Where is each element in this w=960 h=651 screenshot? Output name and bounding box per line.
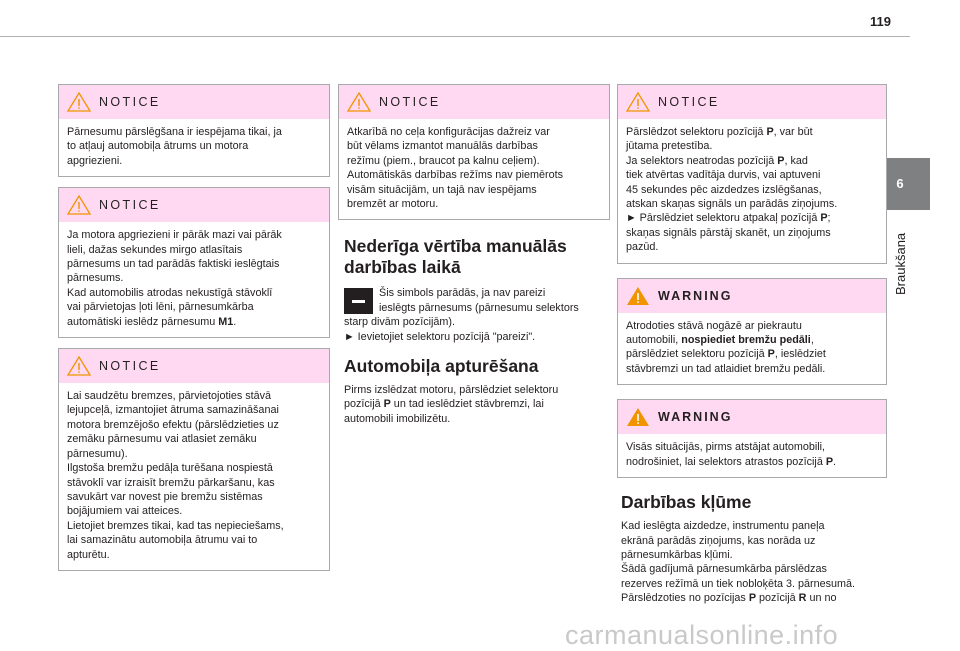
- text-line: Ja motora apgriezieni ir pārāk mazi vai pārāk: [67, 229, 282, 242]
- text-line: režīmu (piem., braucot pa kalnu ceļiem).: [347, 154, 540, 167]
- notice-box: [338, 84, 610, 220]
- notice-header: [59, 85, 329, 119]
- notice-title: NOTICE: [658, 95, 720, 109]
- text-line: būt vēlams izmantot manuālās darbības: [347, 140, 538, 153]
- notice-title: NOTICE: [99, 95, 161, 109]
- text-line: apgriezieni.: [67, 154, 123, 167]
- text-run: un tad ieslēdziet stāvbremzi, lai: [390, 398, 544, 411]
- text-run: , var būt: [773, 126, 813, 138]
- warning-title: WARNING: [658, 288, 733, 303]
- text-line: [626, 347, 878, 361]
- text-line: Atrodoties stāvā nogāzē ar piekrautu: [626, 319, 802, 332]
- text-line: Lietojiet bremzes tikai, kad tas nepieciešams,: [67, 519, 284, 532]
- text-line: [621, 591, 887, 605]
- gear-code: P: [748, 592, 757, 605]
- text-line: apturētu.: [67, 548, 110, 561]
- text-line: to atļauj automobiļa ātrums un motora: [67, 140, 249, 153]
- emphasis-text: nospiediet bremžu pedāli: [681, 334, 811, 347]
- text-line: ieslēgts pārnesums (pārnesumu selektors: [379, 301, 579, 314]
- notice-box: [58, 84, 330, 177]
- text-line: [626, 125, 878, 139]
- gear-code: R: [798, 592, 807, 605]
- notice-title: NOTICE: [99, 359, 161, 374]
- warning-box: [617, 278, 887, 386]
- caution-triangle-icon: [67, 356, 91, 376]
- section-heading: Automobiļa apturēšana: [344, 356, 539, 377]
- text-line: bremzēt ar motoru.: [347, 198, 439, 211]
- invalid-value-section: [338, 236, 610, 426]
- warning-box: [617, 399, 887, 478]
- text-run: Ja selektors neatrodas pozīcijā: [626, 154, 778, 167]
- text-run: Pārslēdzoties no pozīcijas: [621, 592, 749, 605]
- text-line: lieli, dažas sekundes mirgo atlasītais: [67, 243, 243, 256]
- text-line: [626, 333, 878, 347]
- text-line: rezerves režīmā un tiek nobloķēta 3. pārnesumā.: [621, 577, 856, 590]
- gear-code: P: [777, 154, 785, 167]
- gear-code: P: [383, 398, 391, 411]
- text-run: pozīcijā: [756, 592, 799, 605]
- warning-title: WARNING: [658, 410, 733, 425]
- section-heading: Darbības kļūme: [621, 492, 752, 513]
- text-line: motora bremzējošo efektu (pārslēdzieties uz: [67, 418, 279, 431]
- notice-body: [618, 119, 886, 263]
- header-rule: [0, 36, 910, 37]
- warning-header: [618, 279, 886, 313]
- text-run: , kad: [784, 154, 808, 167]
- chapter-tab[interactable]: 6: [870, 158, 930, 210]
- column-1: [58, 84, 330, 581]
- notice-header: [618, 85, 886, 119]
- text-line: stāvbremzi un tad atlaidiet bremžu pedāli.: [626, 362, 826, 375]
- text-line: Lai saudzētu bremzes, pārvietojoties stāvā: [67, 390, 272, 403]
- chapter-label-text: Braukšana: [893, 232, 908, 295]
- text-line: starp divām pozīcijām).: [344, 316, 456, 329]
- gear-code: P: [767, 348, 775, 361]
- gear-code: P: [825, 455, 834, 468]
- notice-title: NOTICE: [99, 198, 161, 213]
- text-line: savukārt var novest pie bremžu sistēmas: [67, 490, 263, 503]
- text-run: pozīcijā: [344, 398, 384, 411]
- notice-body: [339, 119, 609, 219]
- text-line: Šis simbols parādās, ja nav pareizi: [379, 287, 546, 300]
- text-line: pārnesums.: [67, 272, 124, 285]
- text-line: visām situācijām, un tajā nav iespējams: [347, 183, 537, 196]
- text-line: 45 sekundes pēc aizdedzes izslēgšanas,: [626, 183, 822, 196]
- column-2: [338, 84, 610, 426]
- text-run: .: [233, 315, 237, 328]
- notice-header: [59, 188, 329, 222]
- section-heading: darbības laikā: [344, 257, 461, 278]
- fault-section: [617, 492, 887, 605]
- text-run: pārslēdziet selektoru pozīcijā: [626, 348, 768, 361]
- text-line: lai samazinātu automobiļa ātrumu vai to: [67, 534, 258, 547]
- watermark: carmanualsonline.info: [565, 620, 839, 650]
- text-line: stāvoklī var izraisīt bremžu pārkaršanu, kas: [67, 476, 275, 489]
- notice-body: [59, 119, 329, 176]
- text-line: skaņas signāls pārstāj skanēt, un ziņojums: [626, 226, 831, 239]
- caution-triangle-icon: [67, 92, 91, 112]
- notice-header: [339, 85, 609, 119]
- column-3: [617, 84, 887, 606]
- text-line: vai pārvietojas ļoti lēni, pārnesumkārba: [67, 301, 254, 314]
- text-run: un no: [806, 592, 837, 605]
- text-run: ► Pārslēdziet selektoru atpakaļ pozīcijā: [626, 212, 821, 225]
- gear-code: P: [820, 212, 828, 225]
- warning-body: [618, 434, 886, 477]
- text-line: pazūd.: [626, 241, 659, 254]
- text-run: automātiski ieslēdz pārnesumu: [67, 315, 219, 328]
- text-line: Kad ieslēgta aizdedze, instrumentu paneļa: [621, 520, 825, 533]
- caution-triangle-icon: [626, 92, 650, 112]
- text-line: [626, 211, 878, 225]
- caution-triangle-icon: [347, 92, 371, 112]
- text-line: pārnesums un tad parādās faktiski ieslēgtais: [67, 258, 280, 271]
- warning-triangle-icon: [626, 286, 650, 306]
- warning-body: [618, 313, 886, 385]
- page-number: 119: [870, 14, 891, 29]
- text-line: pārnesumu).: [67, 447, 128, 460]
- warning-triangle-icon: [626, 407, 650, 427]
- notice-header: [59, 349, 329, 383]
- text-line: Šādā gadījumā pārnesumkārba pārslēdzas: [621, 563, 827, 576]
- text-run: ,: [810, 334, 814, 347]
- text-line: tiek atvērtas vadītāja durvis, vai aptuveni: [626, 169, 821, 182]
- text-line: pārnesumkārbas kļūmi.: [621, 548, 733, 561]
- notice-title: NOTICE: [379, 95, 441, 109]
- text-line: atskan skaņas signāls un parādās ziņojums.: [626, 198, 838, 211]
- text-line: [626, 455, 878, 469]
- notice-box: [58, 348, 330, 571]
- text-line: Ilgstoša bremžu pedāļa turēšana nospiestā: [67, 462, 273, 475]
- text-line: [67, 315, 321, 329]
- notice-body: [59, 222, 329, 337]
- text-run: .: [833, 455, 837, 468]
- invalid-value-text: [344, 286, 610, 344]
- text-run: automobili,: [626, 334, 682, 347]
- text-line: zemāku pārnesumu vai atlasiet zemāku: [67, 433, 257, 446]
- caution-triangle-icon: [67, 195, 91, 215]
- warning-header: [618, 400, 886, 434]
- text-run: ;: [827, 212, 831, 225]
- text-run: Pārslēdzot selektoru pozīcijā: [626, 126, 767, 138]
- text-line: Pārnesumu pārslēgšana ir iespējama tikai, ja: [67, 126, 282, 138]
- text-line: lejupceļā, izmantojiet ātruma samazināšanai: [67, 404, 279, 417]
- section-heading: Nederīga vērtība manuālās: [344, 236, 567, 257]
- text-line: Automātiskās darbības režīms nav piemērots: [347, 169, 564, 182]
- text-line: Visās situācijās, pirms atstājat automobili,: [626, 441, 826, 454]
- dash-indicator-icon: [344, 288, 373, 314]
- text-line: Pirms izslēdzat motoru, pārslēdziet selektoru: [344, 384, 559, 397]
- notice-box: [58, 187, 330, 338]
- gear-code: P: [766, 126, 774, 138]
- text-run: nodrošiniet, lai selektors atrastos pozīcijā: [626, 455, 826, 468]
- notice-body: [59, 383, 329, 570]
- text-line: automobili imobilizētu.: [344, 412, 451, 425]
- text-line: Kad automobilis atrodas nekustīgā stāvoklī: [67, 286, 273, 299]
- notice-box: [617, 84, 887, 264]
- text-line: ekrānā parādās ziņojums, kas norāda uz: [621, 534, 816, 547]
- text-line: bojājumiem vai atteices.: [67, 505, 183, 518]
- text-line: [344, 397, 610, 411]
- text-line: [626, 154, 878, 168]
- gear-code: M1: [218, 315, 234, 328]
- text-line: Atkarībā no ceļa konfigurācijas dažreiz var: [347, 126, 550, 138]
- text-run: , ieslēdziet: [774, 348, 826, 361]
- chapter-label: [893, 215, 913, 295]
- text-line: jūtama pretestība.: [626, 140, 713, 153]
- text-line: ► Ievietojiet selektoru pozīcijā "pareizi".: [344, 330, 536, 343]
